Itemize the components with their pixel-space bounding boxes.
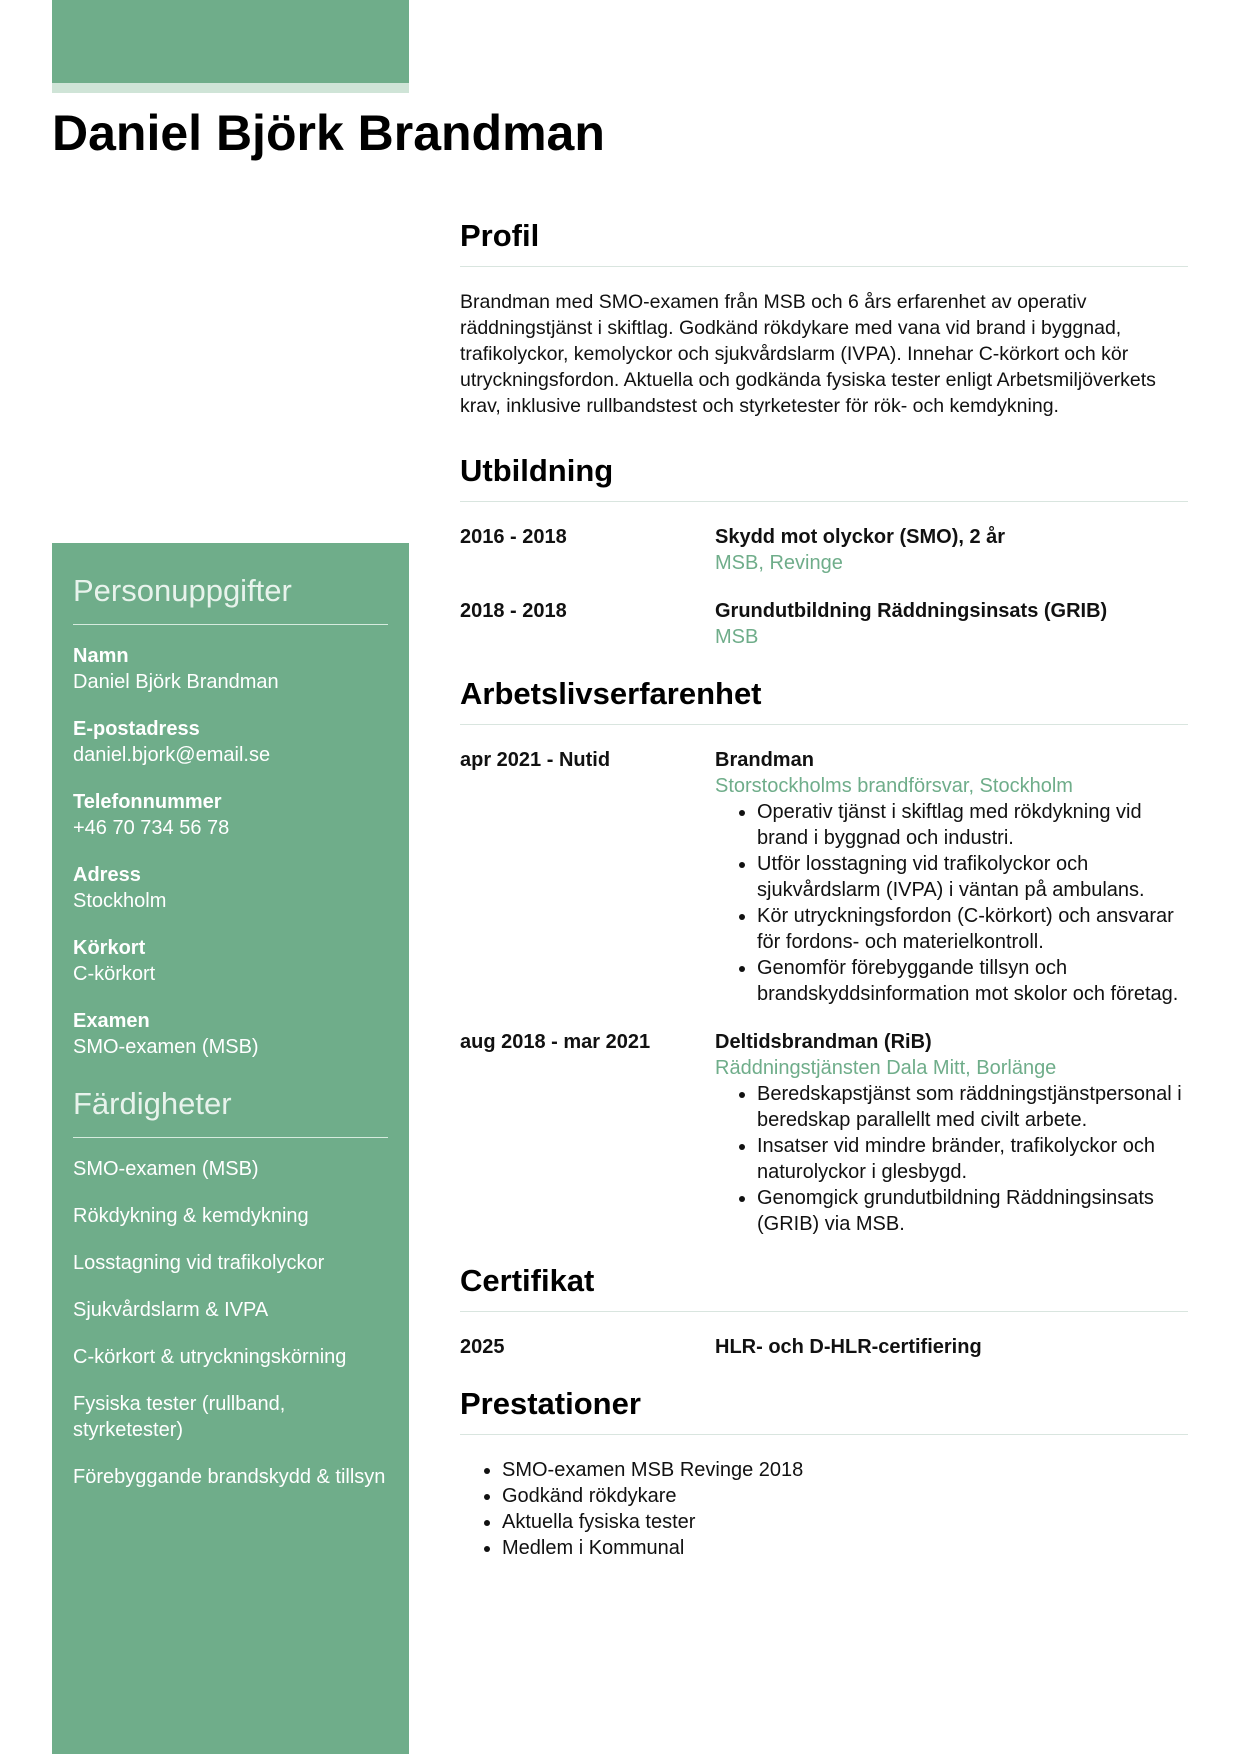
entry-body [715, 1334, 1188, 1360]
resume-name: Daniel Björk Brandman [52, 105, 605, 161]
experience-entry [460, 1029, 1188, 1237]
personal-label: Körkort [73, 937, 146, 959]
entry-title: Skydd mot olyckor (SMO), 2 år [715, 526, 1006, 548]
entry-institution: MSB, Revinge [715, 552, 843, 574]
duty-item: • Beredskapstjänst som räddningstjänstpersonal i beredskap parallellt med civilt arbete. [757, 1081, 1188, 1133]
entry-employer: Räddningstjänsten Dala Mitt, Borlänge [715, 1057, 1057, 1079]
certificates-section [460, 1261, 1188, 1360]
duty-item: • Utför losstagning vid trafikolyckor och sjukvårdslarm (IVPA) i väntan på ambulans. [757, 851, 1188, 903]
section-title: Profil [460, 218, 540, 253]
achievements-section [460, 1384, 1188, 1561]
skill-item: Fysiska tester (rullband, styrketester) [73, 1393, 286, 1441]
profile-section [460, 216, 1188, 419]
achievement-item: • Godkänd rökdykare [502, 1483, 1188, 1509]
sidebar [52, 543, 409, 1754]
entry-institution: MSB [715, 626, 759, 648]
achievement-item: • SMO-examen MSB Revinge 2018 [502, 1457, 1188, 1483]
personal-item-exam [73, 1008, 388, 1060]
divider [73, 1137, 388, 1138]
entry-title: Brandman [715, 749, 814, 771]
entry-title: Deltidsbrandman (RiB) [715, 1031, 932, 1053]
certificate-entry [460, 1334, 1188, 1360]
skill-item: C-körkort & utryckningskörning [73, 1346, 347, 1368]
entry-title: HLR- och D-HLR-certifiering [715, 1336, 982, 1358]
personal-item-name [73, 643, 388, 695]
skill-item: Sjukvårdslarm & IVPA [73, 1299, 269, 1321]
personal-label: E-postadress [73, 718, 200, 740]
education-entry [460, 598, 1188, 650]
entry-employer: Storstockholms brandförsvar, Stockholm [715, 775, 1073, 797]
divider [460, 1434, 1188, 1435]
duty-item: • Kör utryckningsfordon (C-körkort) och ansvarar för fordons- och materielkontroll. [757, 903, 1188, 955]
experience-entry [460, 747, 1188, 1007]
personal-label: Examen [73, 1010, 150, 1032]
duty-item: • Genomgick grundutbildning Räddningsinsats (GRIB) via MSB. [757, 1185, 1188, 1237]
duty-item: • Operativ tjänst i skiftlag med rökdykning vid brand i byggnad och industri. [757, 799, 1188, 851]
personal-label: Namn [73, 645, 129, 667]
entry-date: aug 2018 - mar 2021 [460, 1031, 651, 1053]
achievement-list [460, 1457, 1188, 1561]
education-section [460, 451, 1188, 650]
skill-item: Losstagning vid trafikolyckor [73, 1252, 325, 1274]
profile-text: Brandman med SMO-examen från MSB och 6 års erfarenhet av operativ räddningstjänst i skiftlag. Godkänd rökdykare med vana vid brand i byggnad, trafikolyckor, kemolyckor och sjukvårdslarm (IVPA). Innehar C-körkort och kör utryckningsfordon. Aktuella och godkända fysiska tester enligt Arbetsmiljöverkets krav, inklusive rullbandstest och styrketester för rök- och kemdykning. [460, 291, 1156, 417]
skills-heading: Färdigheter [73, 1086, 232, 1121]
main-content [460, 216, 1188, 1561]
header-accent-strip [52, 83, 409, 93]
divider [460, 724, 1188, 725]
skill-item: Förebyggande brandskydd & tillsyn [73, 1466, 386, 1488]
skill-item: SMO-examen (MSB) [73, 1158, 259, 1180]
personal-value: Stockholm [73, 890, 167, 912]
skill-item: Rökdykning & kemdykning [73, 1205, 309, 1227]
section-title: Arbetslivserfarenhet [460, 676, 762, 711]
entry-title: Grundutbildning Räddningsinsats (GRIB) [715, 600, 1108, 622]
entry-body [715, 1029, 1188, 1237]
entry-date: 2025 [460, 1336, 505, 1358]
duty-list [715, 1081, 1188, 1237]
section-title: Utbildning [460, 453, 614, 488]
personal-heading: Personuppgifter [73, 573, 292, 608]
duty-item: • Insatser vid mindre bränder, trafikolyckor och naturolyckor i glesbygd. [757, 1133, 1188, 1185]
personal-label: Telefonnummer [73, 791, 222, 813]
duty-item: • Genomför förebyggande tillsyn och brandskyddsinformation mot skolor och företag. [757, 955, 1188, 1007]
section-title: Certifikat [460, 1263, 595, 1298]
divider [73, 624, 388, 625]
entry-date: 2018 - 2018 [460, 600, 567, 622]
duty-list [715, 799, 1188, 1007]
personal-item-license [73, 935, 388, 987]
personal-value: daniel.bjork@email.se [73, 744, 271, 766]
section-title: Prestationer [460, 1386, 641, 1421]
personal-value: C-körkort [73, 963, 156, 985]
experience-section [460, 674, 1188, 1237]
entry-body [715, 524, 1188, 576]
personal-value: +46 70 734 56 78 [73, 817, 230, 839]
personal-value: SMO-examen (MSB) [73, 1036, 259, 1058]
achievement-item: • Aktuella fysiska tester [502, 1509, 1188, 1535]
personal-details [73, 643, 388, 1060]
personal-value: Daniel Björk Brandman [73, 671, 279, 693]
entry-date: apr 2021 - Nutid [460, 749, 611, 771]
personal-item-phone [73, 789, 388, 841]
entry-date: 2016 - 2018 [460, 526, 567, 548]
education-entry [460, 524, 1188, 576]
personal-item-email [73, 716, 388, 768]
divider [460, 1311, 1188, 1312]
skills-list [73, 1156, 388, 1490]
divider [460, 266, 1188, 267]
personal-item-address [73, 862, 388, 914]
header-accent-block [52, 0, 409, 83]
entry-body [715, 747, 1188, 1007]
achievement-item: • Medlem i Kommunal [502, 1535, 1188, 1561]
personal-label: Adress [73, 864, 141, 886]
entry-body [715, 598, 1188, 650]
divider [460, 501, 1188, 502]
